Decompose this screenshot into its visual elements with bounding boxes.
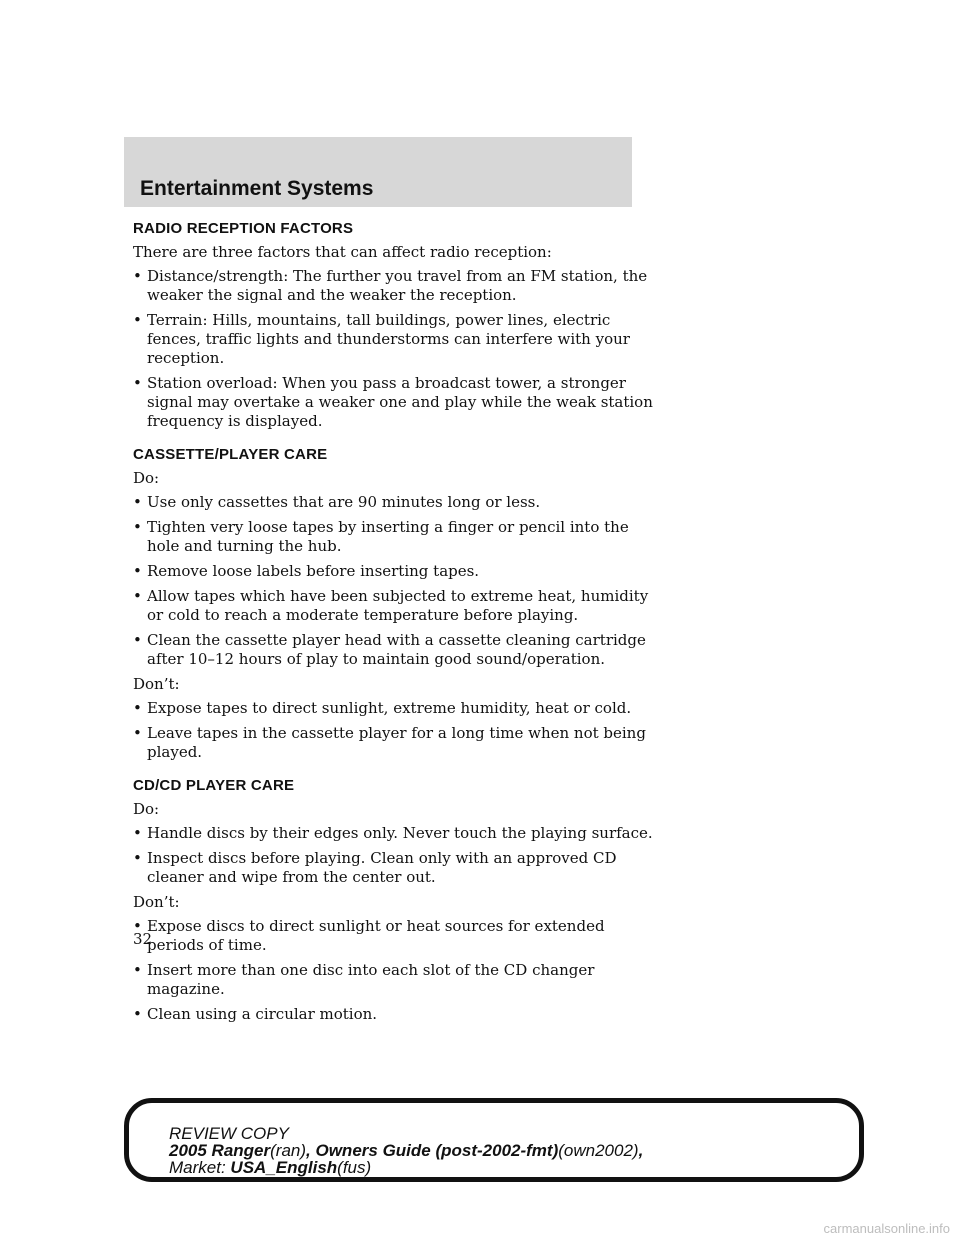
radio-intro: There are three factors that can affect radio reception: bbox=[133, 243, 552, 261]
bullet-icon: • bbox=[133, 587, 142, 605]
bullet-icon: • bbox=[133, 699, 142, 717]
cassette-do-list bbox=[133, 493, 653, 669]
section-header-band bbox=[124, 137, 632, 207]
review-copy-box bbox=[124, 1098, 864, 1182]
review-model: 2005 Ranger bbox=[169, 1141, 271, 1160]
list-item: • Allow tapes which have been subjected to extreme heat, humidity or cold to reach a moderate temperature before playing. bbox=[133, 587, 649, 624]
cd-dont-list bbox=[133, 917, 653, 1024]
heading-radio-reception: RADIO RECEPTION FACTORS bbox=[133, 220, 354, 237]
review-model-code: (ran) bbox=[270, 1141, 307, 1160]
cassette-do-label: Do: bbox=[133, 469, 160, 487]
list-item: • Remove loose labels before inserting tapes. bbox=[133, 562, 480, 580]
bullet-icon: • bbox=[133, 849, 142, 867]
page-content bbox=[133, 219, 653, 1030]
bullet-icon: • bbox=[133, 493, 142, 511]
list-item: • Leave tapes in the cassette player for a long time when not being played. bbox=[133, 724, 646, 761]
review-sep: , bbox=[306, 1141, 316, 1160]
review-market: USA_English bbox=[230, 1158, 338, 1177]
list-item: • Expose tapes to direct sunlight, extreme humidity, heat or cold. bbox=[133, 699, 632, 717]
bullet-icon: • bbox=[133, 724, 142, 742]
list-item: • Use only cassettes that are 90 minutes long or less. bbox=[133, 493, 541, 511]
bullet-icon: • bbox=[133, 917, 142, 935]
list-item: • Tighten very loose tapes by inserting a finger or pencil into the hole and turning the hub. bbox=[133, 518, 629, 555]
list-item: • Expose discs to direct sunlight or heat sources for extended periods of time. bbox=[133, 917, 605, 954]
cd-do-label: Do: bbox=[133, 800, 160, 818]
heading-cassette-care: CASSETTE/PLAYER CARE bbox=[133, 446, 328, 463]
cd-do-list bbox=[133, 824, 653, 887]
bullet-icon: • bbox=[133, 267, 142, 285]
section-title: Entertainment Systems bbox=[140, 177, 374, 200]
bullet-icon: • bbox=[133, 562, 142, 580]
bullet-icon: • bbox=[133, 1005, 142, 1023]
cd-dont-label: Don’t: bbox=[133, 893, 180, 911]
list-item: • Distance/strength: The further you travel from an FM station, the weaker the signal and the weaker the reception. bbox=[133, 267, 648, 304]
site-watermark: carmanualsonline.info bbox=[823, 1221, 950, 1236]
bullet-icon: • bbox=[133, 631, 142, 649]
bullet-icon: • bbox=[133, 374, 142, 392]
review-line-1: REVIEW COPY bbox=[169, 1124, 289, 1143]
review-copy-text bbox=[169, 1125, 643, 1176]
cassette-dont-label: Don’t: bbox=[133, 675, 180, 693]
cassette-dont-list bbox=[133, 699, 653, 762]
list-item: • Insert more than one disc into each slot of the CD changer magazine. bbox=[133, 961, 595, 998]
list-item: • Clean using a circular motion. bbox=[133, 1005, 378, 1023]
radio-factors-list bbox=[133, 267, 653, 431]
bullet-icon: • bbox=[133, 311, 142, 329]
review-line-3 bbox=[169, 1159, 643, 1176]
list-item: • Clean the cassette player head with a cassette cleaning cartridge after 10–12 hours of play to maintain good sound/operation. bbox=[133, 631, 646, 668]
review-market-code: (fus) bbox=[337, 1158, 372, 1177]
heading-cd-care: CD/CD PLAYER CARE bbox=[133, 777, 295, 794]
list-item: • Inspect discs before playing. Clean only with an approved CD cleaner and wipe from the center out. bbox=[133, 849, 617, 886]
page-number: 32 bbox=[133, 930, 153, 948]
bullet-icon: • bbox=[133, 518, 142, 536]
bullet-icon: • bbox=[133, 961, 142, 979]
review-guide: Owners Guide (post-2002-fmt) bbox=[315, 1141, 559, 1160]
review-guide-code: (own2002) bbox=[558, 1141, 639, 1160]
list-item: • Handle discs by their edges only. Never touch the playing surface. bbox=[133, 824, 653, 842]
review-trail: , bbox=[638, 1141, 644, 1160]
review-line-2 bbox=[169, 1142, 643, 1159]
list-item: • Terrain: Hills, mountains, tall buildings, power lines, electric fences, traffic lights and thunderstorms can interfere with your reception. bbox=[133, 311, 630, 367]
review-market-label: Market: bbox=[169, 1158, 226, 1177]
list-item: • Station overload: When you pass a broadcast tower, a stronger signal may overtake a weaker one and play while the weak station frequency is displayed. bbox=[133, 374, 653, 430]
bullet-icon: • bbox=[133, 824, 142, 842]
